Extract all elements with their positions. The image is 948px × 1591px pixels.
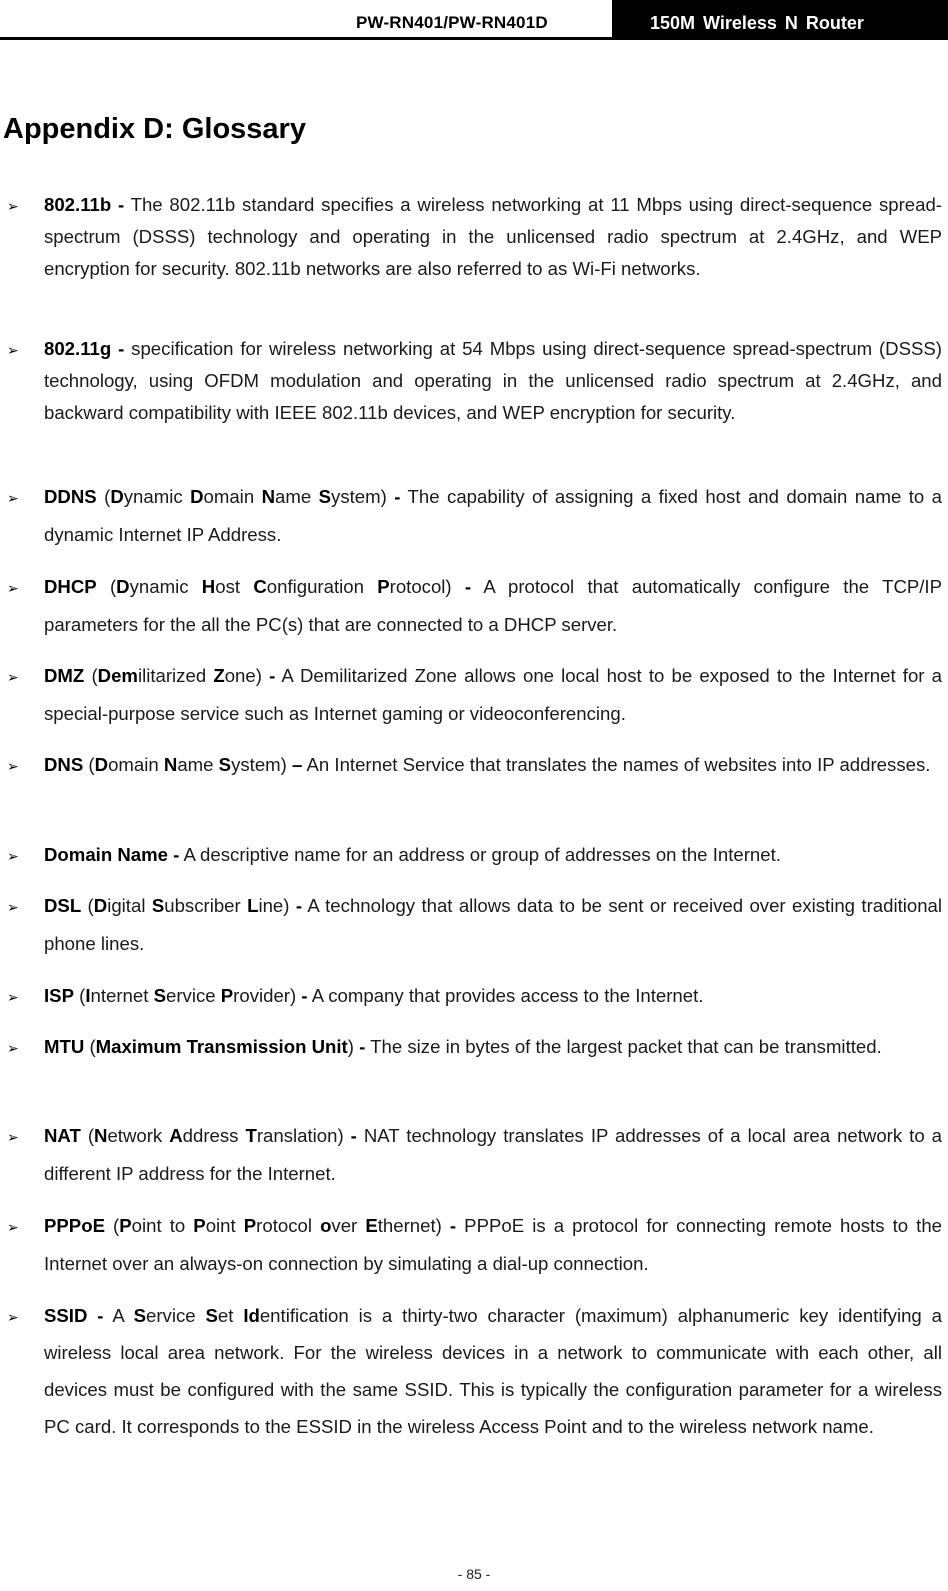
term-bold: A (169, 1125, 183, 1146)
definition-text: ost (215, 576, 254, 597)
glossary-text (44, 746, 942, 784)
term-bold: E (365, 1215, 378, 1236)
definition-text: A technology that allows data to be sent or received over existing traditional phone lines. (44, 895, 943, 954)
definition-text: ystem) (331, 486, 395, 507)
model-number: PW-RN401/PW-RN401D (356, 13, 548, 32)
definition-text: ubscriber (164, 895, 248, 916)
term-bold: - (464, 576, 472, 597)
term-bold: P (243, 1215, 257, 1236)
definition-text: The size in bytes of the largest packet that can be transmitted. (365, 1036, 882, 1057)
arrowhead-bullet-icon: ➢ (7, 848, 19, 864)
arrowhead-bullet-icon: ➢ (7, 989, 19, 1005)
definition-text: ynamic (123, 486, 191, 507)
arrowhead-bullet-icon: ➢ (7, 758, 19, 774)
term-bold: S (218, 754, 232, 775)
term-bold: Domain Name - (44, 844, 180, 865)
term-bold: Id (243, 1305, 260, 1326)
definition-text: ame (275, 486, 319, 507)
term-bold: P (119, 1215, 132, 1236)
term-bold: L (247, 895, 259, 916)
term-bold: S (151, 895, 165, 916)
arrowhead-bullet-icon: ➢ (7, 490, 19, 506)
arrowhead-bullet-icon: ➢ (7, 1040, 19, 1056)
page-title: Appendix D: Glossary (3, 113, 306, 145)
term-bold: N (94, 1125, 108, 1146)
definition-text: ver (331, 1215, 366, 1236)
glossary-text (44, 836, 942, 874)
term-bold: PPPoE (44, 1215, 105, 1236)
term-bold: D (110, 486, 124, 507)
definition-text: rotocol) (389, 576, 465, 597)
term-bold: D (93, 895, 108, 916)
term-bold: S (153, 985, 166, 1006)
definition-text: rovider) (233, 985, 302, 1006)
term-bold: S (318, 486, 332, 507)
definition-text: An Internet Service that translates the names of websites into IP addresses. (302, 754, 931, 775)
term-bold: - (350, 1125, 357, 1146)
definition-text: ranslation) (256, 1125, 351, 1146)
term-bold: – (292, 754, 303, 775)
term-bold: o (320, 1215, 332, 1236)
definition-text: A descriptive name for an address or group of addresses on the Internet. (179, 844, 781, 865)
glossary-text (44, 333, 942, 429)
term-bold: DDNS (44, 486, 97, 507)
definition-text: thernet) (377, 1215, 450, 1236)
term-bold: C (253, 576, 267, 597)
term-bold: S (205, 1305, 218, 1326)
definition-text: ( (96, 576, 117, 597)
term-bold: 802.11g - (44, 338, 125, 359)
glossary-text (44, 1297, 942, 1445)
definition-text: A (103, 1305, 134, 1326)
term-bold: P (193, 1215, 206, 1236)
definition-text: et (217, 1305, 244, 1326)
term-bold: - (359, 1036, 366, 1057)
product-name: 150M Wireless N Router (650, 13, 864, 33)
glossary-text (44, 189, 942, 285)
definition-text: oint to (131, 1215, 194, 1236)
term-bold: I (85, 985, 91, 1006)
term-bold: P (377, 576, 390, 597)
term-bold: N (261, 486, 276, 507)
definition-text: ( (104, 1215, 120, 1236)
definition-text: ) (347, 1036, 360, 1057)
page-number: - 85 - (457, 1566, 491, 1582)
term-bold: - (301, 985, 308, 1006)
term-bold: - (295, 895, 303, 916)
term-bold: DNS (44, 754, 84, 775)
definition-text: ervice (146, 1305, 206, 1326)
definition-text: ( (83, 754, 95, 775)
definition-text: ynamic (129, 576, 202, 597)
arrowhead-bullet-icon: ➢ (7, 1219, 19, 1235)
definition-text: ame (177, 754, 219, 775)
arrowhead-bullet-icon: ➢ (7, 342, 19, 358)
definition-text: etwork (107, 1125, 170, 1146)
glossary-text (44, 887, 942, 963)
definition-text: onfiguration (266, 576, 378, 597)
definition-text: A protocol that automatically configure the TCP/IP parameters for the all the PC(s) that are connected to a DHCP server. (44, 576, 943, 635)
term-bold: NAT (44, 1125, 81, 1146)
glossary-text (44, 1117, 942, 1193)
arrowhead-bullet-icon: ➢ (7, 580, 19, 596)
glossary-text (44, 1028, 942, 1066)
glossary-text (44, 657, 942, 733)
term-bold: - (269, 665, 276, 686)
glossary-text (44, 568, 942, 644)
term-bold: D (190, 486, 204, 507)
definition-text: rotocol (256, 1215, 321, 1236)
arrowhead-bullet-icon: ➢ (7, 1309, 19, 1325)
term-bold: P (220, 985, 234, 1006)
definition-text: omain (108, 754, 164, 775)
term-bold: DHCP (44, 576, 97, 597)
definition-text: specification for wireless networking at 54 Mbps using direct-sequence spread-spectrum (DSSS) technology, using OFDM modulation and operating in the unlicensed radio spectrum at 2.4GHz, and backward compatibility with IEEE 802.11b devices, and WEP encryption for security. (44, 338, 942, 423)
glossary-text (44, 1207, 942, 1283)
definition-text: PPPoE is a protocol for connecting remote hosts to the Internet over an always-on connection by simulating a dial-up connection. (44, 1215, 943, 1274)
term-bold: 802.11b - (44, 194, 125, 215)
definition-text: ( (73, 985, 86, 1006)
glossary-text (44, 478, 942, 554)
definition-text: A company that provides access to the Internet. (307, 985, 704, 1006)
definition-text: nternet (90, 985, 154, 1006)
term-bold: - (394, 486, 401, 507)
term-bold: T (245, 1125, 257, 1146)
term-bold: DMZ (44, 665, 85, 686)
definition-text: ine) (258, 895, 296, 916)
arrowhead-bullet-icon: ➢ (7, 899, 19, 915)
term-bold: S (133, 1305, 147, 1326)
definition-text: oint (205, 1215, 244, 1236)
term-bold: Maximum Transmission Unit (95, 1036, 348, 1057)
definition-text: entification is a thirty-two character (maximum) alphanumeric key identifying a wireless local area network. For the wireless devices in a network to communicate with each other, all devices must be configured with the same SSID. This is typically the configuration parameter for a wireless PC card. It corresponds to the ESSID in the wireless Access Point and to the wireless network name. (44, 1305, 942, 1437)
definition-text: NAT technology translates IP addresses of a local area network to a different IP address for the Internet. (44, 1125, 942, 1184)
definition-text: ystem) (231, 754, 293, 775)
term-bold: H (201, 576, 216, 597)
arrowhead-bullet-icon: ➢ (7, 1129, 19, 1145)
definition-text: A Demilitarized Zone allows one local host to be exposed to the Internet for a special-purpose service such as Internet gaming or videoconferencing. (44, 665, 942, 724)
arrowhead-bullet-icon: ➢ (7, 198, 19, 214)
term-bold: Z (213, 665, 225, 686)
term-bold: MTU (44, 1036, 85, 1057)
definition-text: The capability of assigning a fixed host and domain name to a dynamic Internet IP Address. (44, 486, 943, 545)
definition-text: ( (80, 1125, 95, 1146)
definition-text: ( (84, 1036, 96, 1057)
definition-text: ilitarized (137, 665, 214, 686)
definition-text: ( (96, 486, 111, 507)
arrowhead-bullet-icon: ➢ (7, 669, 19, 685)
definition-text: one) (224, 665, 270, 686)
term-bold: Dem (97, 665, 138, 686)
definition-text: The 802.11b standard specifies a wireless networking at 11 Mbps using direct-sequence spread-spectrum (DSSS) technology and operating in the unlicensed radio spectrum at 2.4GHz, and WEP encryption for security. 802.11b networks are also referred to as Wi-Fi networks. (44, 194, 942, 279)
definition-text: igital (107, 895, 152, 916)
term-bold: D (94, 754, 109, 775)
term-bold: ISP (44, 985, 74, 1006)
term-bold: D (116, 576, 130, 597)
definition-text: ddress (182, 1125, 246, 1146)
term-bold: SSID - (44, 1305, 104, 1326)
term-bold: N (163, 754, 178, 775)
term-bold: - (449, 1215, 457, 1236)
glossary-text (44, 977, 942, 1015)
definition-text: omain (203, 486, 262, 507)
definition-text: ervice (165, 985, 221, 1006)
term-bold: DSL (44, 895, 82, 916)
definition-text: ( (81, 895, 94, 916)
definition-text: ( (84, 665, 98, 686)
